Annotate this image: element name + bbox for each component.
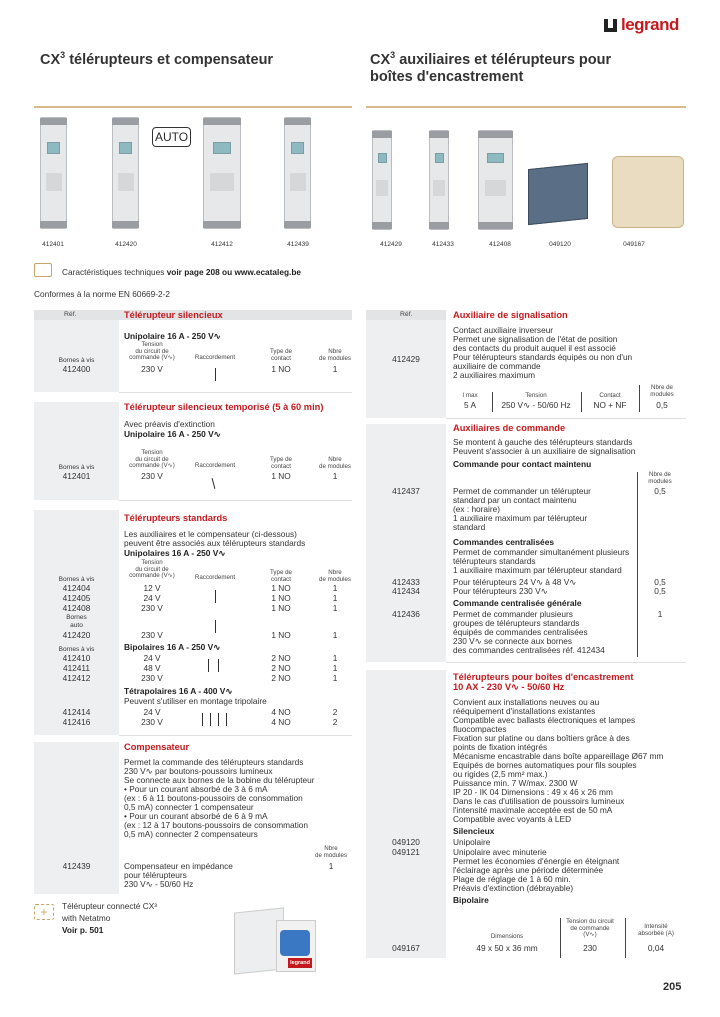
plus-icon: + <box>34 904 54 920</box>
section-line: Contact auxiliaire inverseur <box>453 325 554 335</box>
cell-tension: 12 V <box>143 583 161 593</box>
section-line: Pour télérupteurs standards équipés ou non d'un <box>453 352 633 362</box>
section-line: (ex : 12 à 17 boutons-poussoirs de consommation <box>124 820 309 830</box>
col-header-contact: Contact <box>599 392 621 399</box>
section-line: 1 auxiliaire maximum par télérupteur standard <box>453 565 622 575</box>
contact-symbol <box>215 620 216 633</box>
col-header-raccordement: Raccordement <box>194 462 236 469</box>
cell-nbre: 1 <box>332 653 338 663</box>
col-header-nbre: Nbre de modules <box>315 845 347 859</box>
section-line: Puissance min. 7 W/max. 2300 W <box>453 778 578 788</box>
ref-number: 049121 <box>392 847 420 857</box>
col-divider <box>492 392 493 412</box>
contact-symbol <box>212 478 216 489</box>
contact-symbol <box>202 713 203 726</box>
section-line: 0,5 mA) connecter 2 compensateurs <box>124 829 258 839</box>
section-subtitle: Commande pour contact maintenu <box>453 459 592 469</box>
ref-number: 412404 <box>62 583 91 593</box>
section-line: Permet une signalisation de l'état de position <box>453 334 618 344</box>
netatmo-link[interactable]: Voir p. 501 <box>62 925 104 935</box>
section-line: Pour télérupteurs 24 V∿ à 48 V∿ <box>453 577 577 587</box>
product-photo-412429 <box>372 130 392 230</box>
section-line: peuvent être associés aux télérupteurs standards <box>124 538 306 548</box>
cell-tension: 230 V <box>141 717 163 727</box>
ref-number: 412408 <box>62 603 91 613</box>
col-header-type: Type de contact <box>269 456 292 470</box>
ref-number: 412434 <box>392 586 420 596</box>
contact-symbol <box>218 659 219 672</box>
col-divider <box>560 918 561 958</box>
cell-type: 1 NO <box>271 583 291 593</box>
section-line: Equipés de bornes automatiques pour fils souples <box>453 760 637 770</box>
cell-nbre: 1 <box>332 630 338 640</box>
section-line: 1 auxiliaire maximum par télérupteur <box>453 513 588 523</box>
section-line: Permet de commander un télérupteur <box>453 486 591 496</box>
contact-symbol <box>218 713 219 726</box>
col-header-imax: I max <box>462 392 478 399</box>
section-line: télérupteurs standards <box>453 556 536 566</box>
cell-nbre: 1 <box>332 593 338 603</box>
cell-type: 4 NO <box>271 717 291 727</box>
section-line: Se montent à gauche des télérupteurs standards <box>453 437 633 447</box>
section-line: 230 V∿ par boutons-poussoirs lumineux <box>124 766 273 776</box>
col-header-nbre: Nbre de modules <box>648 471 672 485</box>
section-subtitle: Silencieux <box>453 826 495 836</box>
section-title: Auxiliaires de commande <box>453 423 566 433</box>
cell-tension: 230 V <box>141 471 163 481</box>
ref-number: 412414 <box>62 707 91 717</box>
contact-symbol <box>208 659 209 672</box>
ref-column <box>34 402 119 500</box>
left-heading: $CX^3$ télérupteurs et compensateur <box>40 50 274 68</box>
section-line: auxiliaire de commande <box>453 361 541 371</box>
section-line: points de fixation intégrés <box>453 742 548 752</box>
cell-nbre: 2 <box>332 707 338 717</box>
col-header-nbre: Nbre de modules <box>319 456 351 470</box>
ref-number: 412433 <box>392 577 420 587</box>
section-line: Peuvent s'utiliser en montage tripolaire <box>124 696 267 706</box>
ref-number: 412412 <box>62 673 91 683</box>
ref-number: 412416 <box>62 717 91 727</box>
section-subtitle: Unipolaire 16 A - 250 V∿ <box>124 429 221 439</box>
ref-number: 412436 <box>392 609 420 619</box>
product-photo-412433 <box>429 130 449 230</box>
section-line: Mécanisme encastrable dans boîte appareillage Ø67 mm <box>453 751 664 761</box>
cell-nbre: 1 <box>657 609 663 619</box>
cell-nbre: 1 <box>332 663 338 673</box>
product-photo-412401 <box>40 117 67 229</box>
ref-column <box>366 424 446 662</box>
col-divider <box>637 472 638 657</box>
section-line: Pour télérupteurs 230 V∿ <box>453 586 548 596</box>
ref-label: Bornes à vis <box>58 464 95 471</box>
section-line: Permet de commander plusieurs <box>453 609 573 619</box>
section-line: Compatible avec ballasts électroniques et lampes <box>453 715 636 725</box>
contact-symbol <box>215 368 216 381</box>
section-title: Télérupteurs pour boîtes d'encastrement <box>453 672 634 682</box>
contact-symbol <box>226 713 227 726</box>
section-line: Dans le cas d'utilisation de poussoirs lumineux <box>453 796 625 806</box>
col-header-dimensions: Dimensions <box>490 933 524 940</box>
section-title: Auxiliaire de signalisation <box>453 310 568 320</box>
col-header-tension: Tension <box>525 392 547 399</box>
photo-caption: 412408 <box>489 241 511 248</box>
cell-type: 2 NO <box>271 673 291 683</box>
col-divider <box>625 918 626 958</box>
section-line: Les auxiliaires et le compensateur (ci-dessous) <box>124 529 297 539</box>
section-line: des commandes centralisées réf. 412434 <box>453 645 605 655</box>
cell-tension: 24 V <box>143 707 161 717</box>
section-title: Télérupteur silencieux temporisé (5 à 60 min) <box>124 402 324 412</box>
col-header-raccordement: Raccordement <box>194 574 236 581</box>
cell-tension: 250 V∿ - 50/60 Hz <box>501 400 571 410</box>
photo-caption: 412412 <box>211 241 233 248</box>
section-line: Avec préavis d'extinction <box>124 419 215 429</box>
cell-type: 2 NO <box>271 663 291 673</box>
ref-column <box>366 670 446 958</box>
section-subtitle: Bipolaires 16 A - 250 V∿ <box>124 642 221 652</box>
divider <box>119 392 352 393</box>
section-line: 0,5 mA) connecter 1 compensateur <box>124 802 254 812</box>
ref-number: 412401 <box>62 471 91 481</box>
col-header-tension: Tension du circuit de commande (V∿) <box>566 918 614 938</box>
col-header-tension: Tension du circuit de commande (V∿) <box>129 449 175 469</box>
cell-nbre: 0,5 <box>654 486 666 496</box>
cell-tension: 230 V <box>141 673 163 683</box>
right-rule <box>366 106 686 108</box>
ref-number: 412439 <box>62 861 91 871</box>
box-brand: legrand <box>288 958 312 968</box>
brand-logo <box>604 15 679 35</box>
section-title: Télérupteurs standards <box>124 513 228 523</box>
col-header-raccordement: Raccordement <box>194 354 236 361</box>
photo-caption: 049120 <box>549 241 571 248</box>
cell-type: 4 NO <box>271 707 291 717</box>
section-line: groupes de télérupteurs standards <box>453 618 580 628</box>
contact-symbol <box>215 590 216 603</box>
photo-caption: 412433 <box>432 241 454 248</box>
section-line: Compensateur en impédance <box>124 861 233 871</box>
section-line: l'éclairage après une période déterminée <box>453 865 604 875</box>
cell-type: 1 NO <box>271 603 291 613</box>
cell-tension: 230 V <box>141 364 163 374</box>
product-photo-412412 <box>203 117 241 229</box>
auto-badge: AUTO <box>152 127 191 147</box>
cell-nbre: 2 <box>332 717 338 727</box>
section-line: des contacts du produit auquel il est associé <box>453 343 616 353</box>
cell-nbre: 1 <box>332 603 338 613</box>
cell-contact: NO + NF <box>593 400 627 410</box>
cell-nbre: 0,5 <box>654 577 666 587</box>
cell-nbre: 1 <box>332 673 338 683</box>
section-line: pour télérupteurs <box>124 870 187 880</box>
norm-text: Conformes à la norme EN 60669-2-2 <box>34 289 171 299</box>
ref-number: 412411 <box>62 663 91 673</box>
home-icon <box>280 930 310 956</box>
section-line: • Pour un courant absorbé de 6 à 9 mA <box>124 811 268 821</box>
ref-column <box>366 320 446 418</box>
section-line: (ex : 6 à 11 boutons-poussoirs de consommation <box>124 793 303 803</box>
col-header-tension: Tension du circuit de commande (V∿) <box>129 559 175 579</box>
ref-number: 049167 <box>392 943 420 953</box>
section-subtitle: Bipolaire <box>453 895 489 905</box>
section-line: rééquipement d'installations existantes <box>453 706 596 716</box>
col-header-type: Type de contact <box>269 569 292 583</box>
cell-nbre: 0,5 <box>656 400 668 410</box>
section-line: l'intensité maximale acceptée est de 50 mA <box>453 805 613 815</box>
cell-type: 1 NO <box>271 471 291 481</box>
cell-dimensions: 49 x 50 x 36 mm <box>476 943 538 953</box>
section-line: standard <box>453 522 486 532</box>
cell-nbre: 1 <box>332 471 338 481</box>
section-line: IP 20 - IK 04 Dimensions : 49 x 46 x 26 mm <box>453 787 613 797</box>
product-photo-412439 <box>284 117 311 229</box>
section-subtitle: Tétrapolaires 16 A - 400 V∿ <box>124 686 233 696</box>
ref-number: 412437 <box>392 486 420 496</box>
cell-nbre: 1 <box>328 861 334 871</box>
divider <box>119 735 352 736</box>
product-photo-049120 <box>528 163 588 225</box>
cell-nbre: 1 <box>332 364 338 374</box>
photo-caption: 412401 <box>42 241 64 248</box>
ref-label: Bornes à vis <box>58 646 95 653</box>
ref-number: 412400 <box>62 364 91 374</box>
ref-number: 412410 <box>62 653 91 663</box>
divider <box>119 500 352 501</box>
ref-number: 412405 <box>62 593 91 603</box>
right-heading: $CX^3$ auxiliaires et télérupteurs pour boîtes d'encastrement <box>370 50 612 85</box>
product-photo-412420 <box>112 117 139 229</box>
section-line: 230 V∿ - 50/60 Hz <box>124 879 194 889</box>
netatmo-line: Télérupteur connecté CX³ <box>62 901 158 911</box>
col-header-intensite: Intensité absorbée (A) <box>638 923 674 937</box>
divider <box>446 662 686 663</box>
photo-caption: 049167 <box>623 241 645 248</box>
section-title: Compensateur <box>124 742 190 752</box>
cell-type: 1 NO <box>271 364 291 374</box>
section-line: Préavis d'extinction (débrayable) <box>453 883 574 893</box>
cell-tension: 230 V <box>141 630 163 640</box>
cell-tension: 230 <box>583 943 597 953</box>
cell-imax: 5 A <box>464 400 476 410</box>
section-line: Permet de commander simultanément plusieurs <box>453 547 630 557</box>
section-line: Fixation sur platine ou dans boîtiers grâce à des <box>453 733 630 743</box>
section-line: Unipolaire avec minuterie <box>453 847 547 857</box>
col-header-nbre: Nbre de modules <box>650 384 674 398</box>
section-line: équipés de commandes centralisées <box>453 627 588 637</box>
cell-tension: 230 V <box>141 603 163 613</box>
ref-number: 412420 <box>62 630 91 640</box>
logo-mark <box>604 19 617 32</box>
ref-label: Bornes à vis <box>58 576 95 583</box>
cell-type: 1 NO <box>271 630 291 640</box>
section-line: Se connecte aux bornes de la bobine du télérupteur <box>124 775 315 785</box>
section-line: Unipolaire <box>453 837 491 847</box>
page-number: 205 <box>663 981 682 993</box>
document-icon <box>34 263 52 277</box>
cell-intensite: 0,04 <box>647 943 665 953</box>
contact-symbol <box>210 713 211 726</box>
col-divider <box>639 385 640 412</box>
left-rule <box>34 106 352 108</box>
col-header-tension: Tension du circuit de commande (V∿) <box>129 341 175 361</box>
cell-type: 1 NO <box>271 593 291 603</box>
section-subtitle: Commandes centralisées <box>453 537 555 547</box>
section-line: Compatible avec voyants à LED <box>453 814 572 824</box>
section-subtitle: Unipolaire 16 A - 250 V∿ <box>124 331 221 341</box>
section-line: fluocompactes <box>453 724 507 734</box>
section-subtitle: Unipolaires 16 A - 250 V∿ <box>124 548 226 558</box>
ref-number: 049120 <box>392 837 420 847</box>
product-photo-412408 <box>478 130 513 230</box>
cell-tension: 24 V <box>143 593 161 603</box>
col-header-type: Type de contact <box>269 348 292 362</box>
section-line: (ex : horaire) <box>453 504 501 514</box>
divider <box>446 418 686 419</box>
section-line: • Pour un courant absorbé de 3 à 6 mA <box>124 784 268 794</box>
section-line: Permet la commande des télérupteurs standards <box>124 757 304 767</box>
cell-tension: 24 V <box>143 653 161 663</box>
table-header: Réf. <box>34 310 352 320</box>
photo-caption: 412429 <box>380 241 402 248</box>
photo-caption: 412439 <box>287 241 309 248</box>
section-line: ou rigides (2,5 mm² max.) <box>453 769 548 779</box>
section-line: Permet les économies d'énergie en éteignant <box>453 856 620 866</box>
ref-label: Bornes à vis <box>58 357 95 364</box>
cell-nbre: 0,5 <box>654 586 666 596</box>
section-line: Plage de réglage de 1 à 60 min. <box>453 874 571 884</box>
product-photo-049167 <box>612 156 684 228</box>
section-line: 230 V∿ se connecte aux bornes <box>453 636 573 646</box>
col-divider <box>581 392 582 412</box>
section-line: Peuvent s'associer à un auxiliaire de signalisation <box>453 446 636 456</box>
section-line: Convient aux installations neuves ou au <box>453 697 600 707</box>
col-header-nbre: Nbre de modules <box>319 348 351 362</box>
section-line: standard par un contact maintenu <box>453 495 577 505</box>
ref-label: Bornes auto <box>66 614 87 629</box>
section-subtitle: Commande centralisée générale <box>453 598 582 608</box>
section-title: Télérupteur silencieux <box>124 310 223 320</box>
ref-number: 412429 <box>392 354 420 364</box>
brand-name: legrand <box>621 15 679 35</box>
cell-tension: 48 V <box>143 663 161 673</box>
catalog-link[interactable]: Caractéristiques techniques voir page 208 ou www.ecataleg.be <box>62 267 302 277</box>
netatmo-line: with Netatmo <box>62 913 111 923</box>
cell-type: 2 NO <box>271 653 291 663</box>
photo-caption: 412420 <box>115 241 137 248</box>
col-header-nbre: Nbre de modules <box>319 569 351 583</box>
cell-nbre: 1 <box>332 583 338 593</box>
table-header: Réf. <box>366 310 446 320</box>
section-line: 2 auxiliaires maximum <box>453 370 536 380</box>
section-title: 10 AX - 230 V∿ - 50/60 Hz <box>453 682 565 692</box>
